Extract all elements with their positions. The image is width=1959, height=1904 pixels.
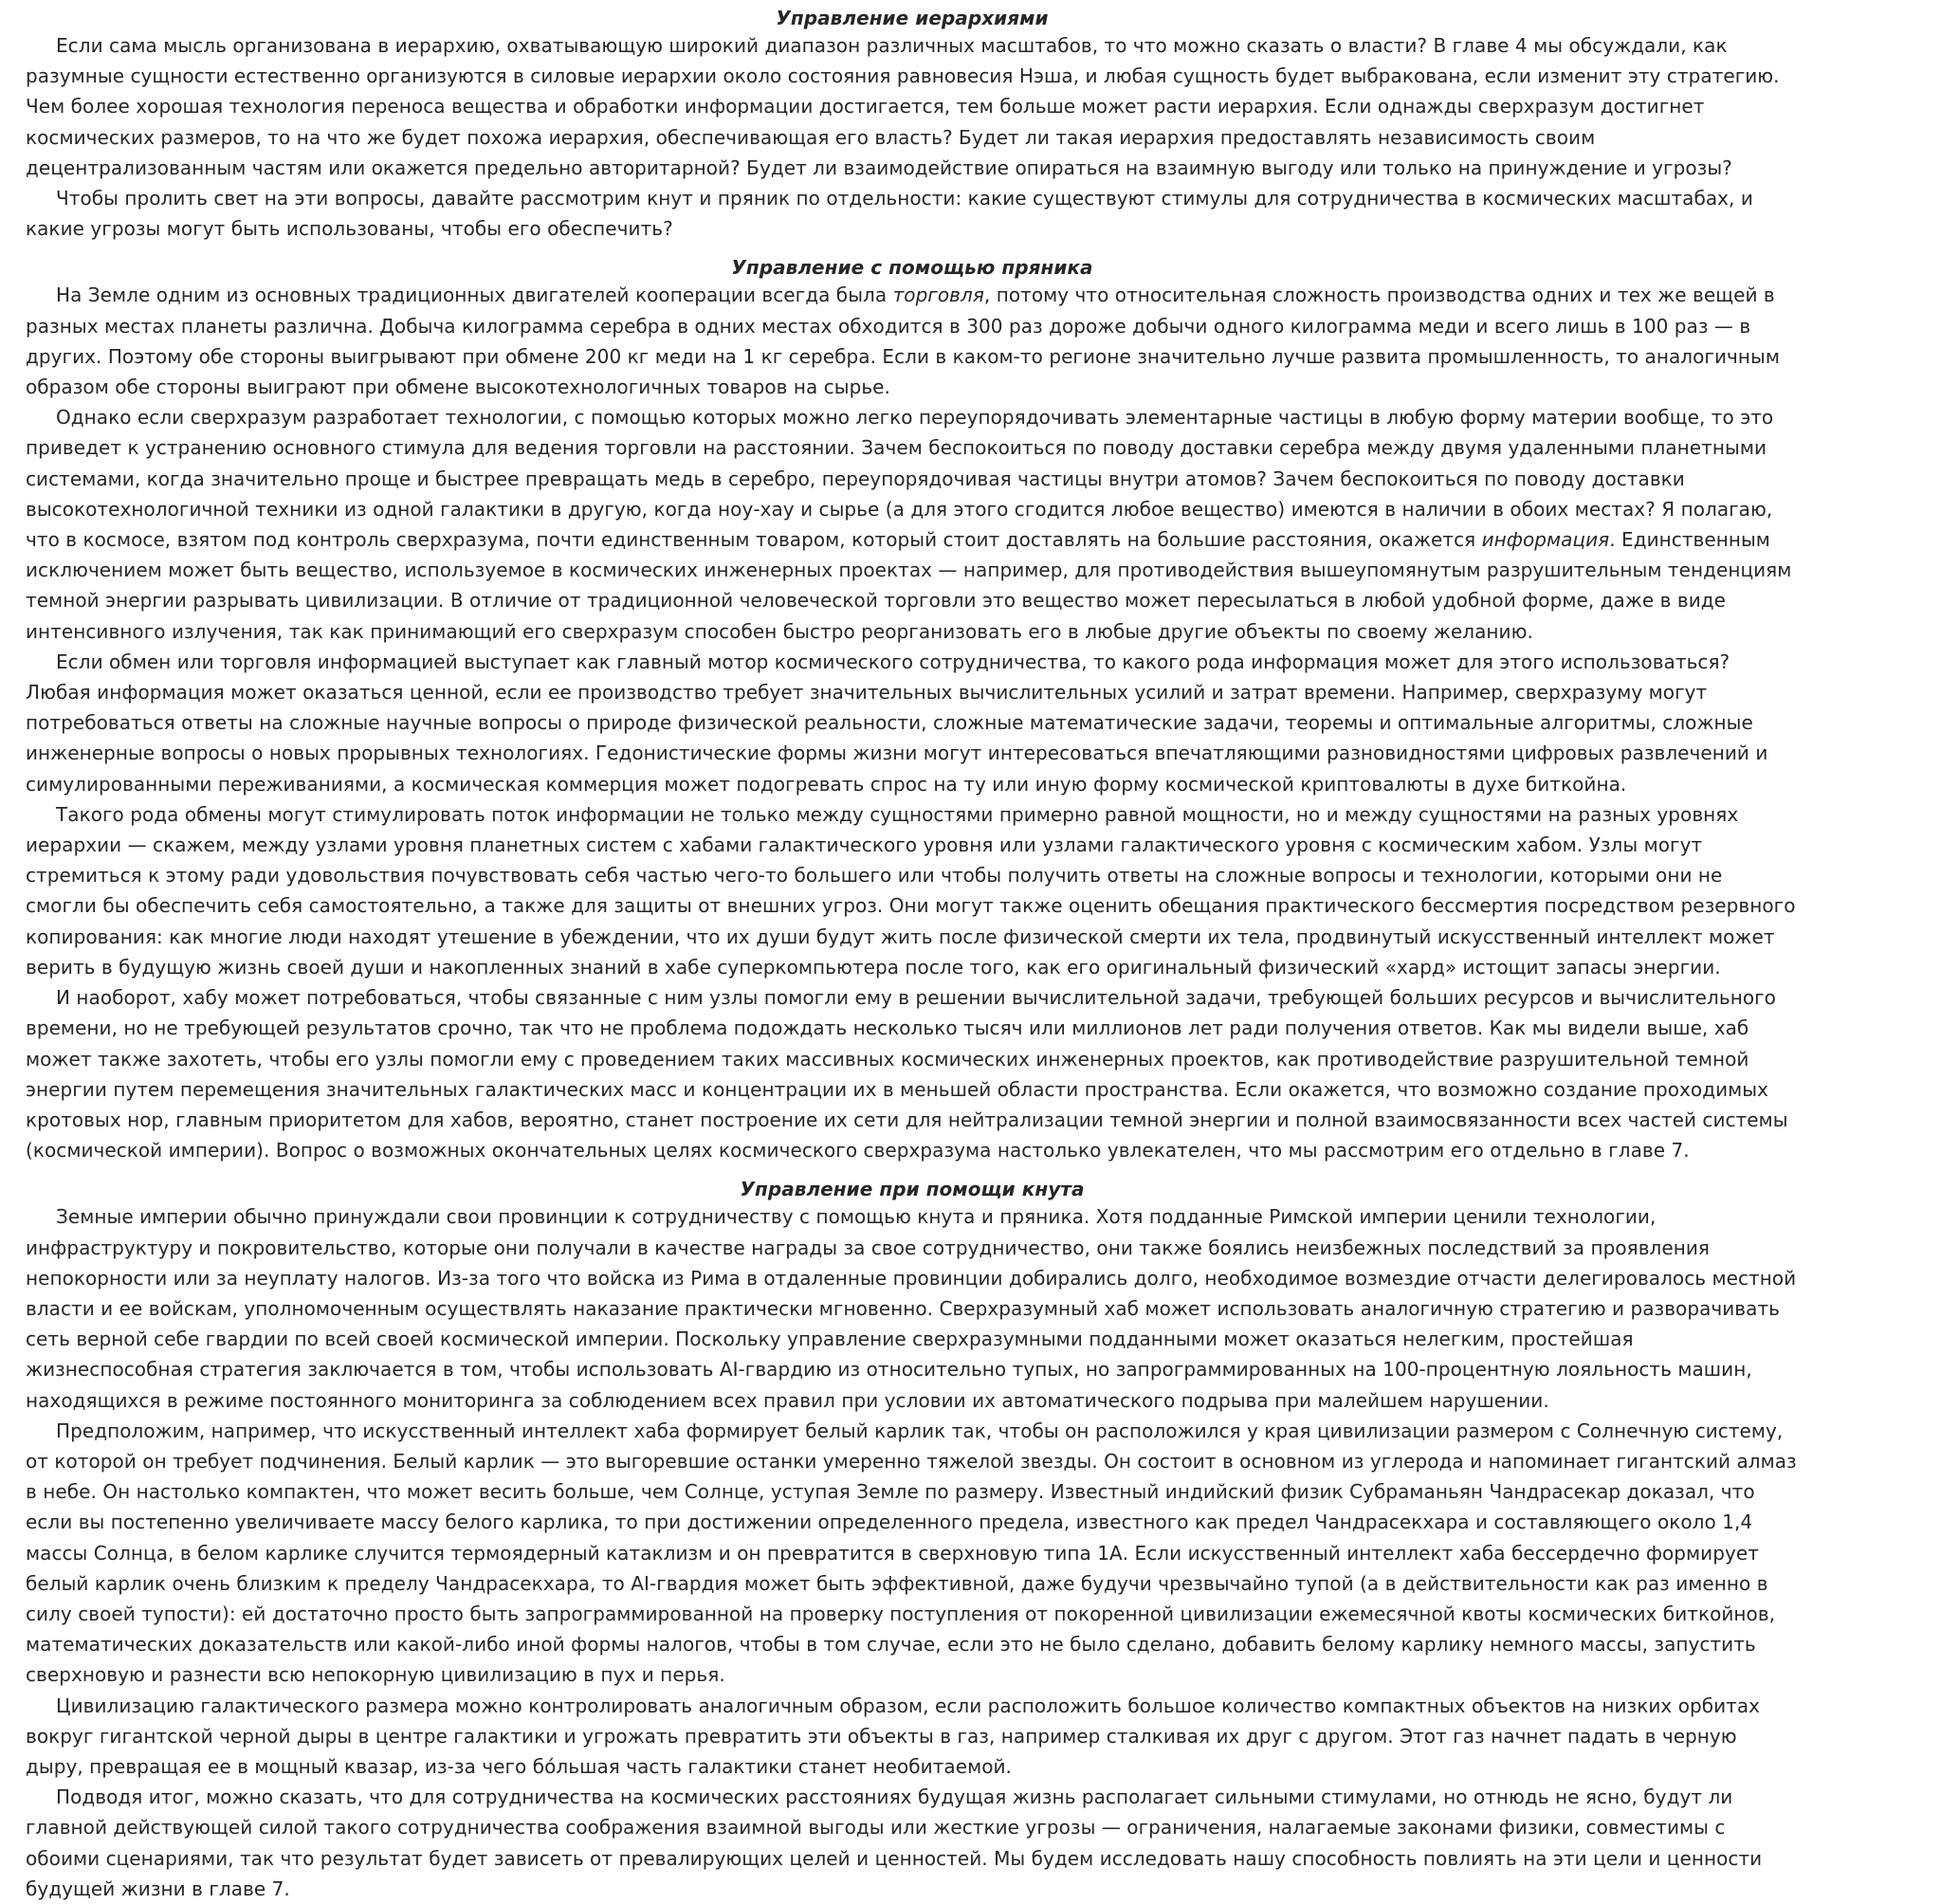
paragraph: Однако если сверхразум разработает технологии, с помощью которых можно легко переупорядочивать элементарные частицы в любую форму материи вообще, то это приведет к устранению основного стимула для ведения торговли на расстоянии. Зачем беспокоиться по поводу доставки серебра между двумя удаленными планетными системами, когда значительно проще и быстрее превращать медь в серебро, переупорядочивая частицы внутри атомов? Зачем беспокоиться по поводу доставки высокотехнологичной техники из одной галактики в другую, когда ноу-хау и сырье (а для этого сгодится любое вещество) имеются в наличии в обоих местах? Я полагаю, что в космосе, взятом под контроль сверхразума, почти единственным товаром, который стоит доставлять на большие расстояния, окажется информация. Единственным исключением может быть вещество, используемое в космических инженерных проектах — например, для противодействия вышеупомянутым разрушительным тенденциям темной энергии разрывать цивилизации. В отличие от традиционной человеческой торговли это вещество может пересылаться в любой удобной форме, даже в виде интенсивного излучения, так как принимающий его сверхразум способен быстро реорганизовать его в любые другие объекты по своему желанию. <box>26 406 1792 643</box>
paragraph: На Земле одним из основных традиционных двигателей кооперации всегда была торговля, потому что относительная сложность производства одних и тех же вещей в разных местах планеты различна. Добыча килограмма серебра в одних местах обходится в 300 раз дороже добычи одного килограмма меди и всего лишь в 100 раз — в других. Поэтому обе стороны выигрывают при обмене 200 кг меди на 1 кг серебра. Если в каком-то регионе значительно лучше развита промышленность, то аналогичным образом обе стороны выиграют при обмене высокотехнологичных товаров на сырье. <box>26 284 1780 399</box>
paragraph: Если обмен или торговля информацией выступает как главный мотор космического сотрудничества, то какого рода информация может для этого использоваться? Любая информация может оказаться ценной, если ее производство требует значительных вычислительных усилий и затрат времени. Например, сверхразуму могут потребоваться ответы на сложные научные вопросы о природе физической реальности, сложные математические задачи, теоремы и оптимальные алгоритмы, сложные инженерные вопросы о новых прорывных технологиях. Гедонистические формы жизни могут интересоваться впечатляющими разновидностями цифровых развлечений и симулированными переживаниями, а космическая коммерция может подогревать спрос на ту или иную форму космической криптовалюты в духе биткойна. <box>26 650 1768 796</box>
section-hierarchy-management <box>26 6 1799 244</box>
paragraph: Такого рода обмены могут стимулировать поток информации не только между сущностями примерно равной мощности, но и между сущностями на разных уровнях иерархии — скажем, между узлами уровня планетных систем с хабами галактического уровня или узлами галактического уровня с космическим хабом. Узлы могут стремиться к этому ради удовольствия почувствовать себя частью чего-то большего или чтобы получить ответы на сложные вопросы и технологии, которыми они не смогли бы обеспечить себя самостоятельно, а также для защиты от внешних угроз. Они могут также оценить обещания практического бессмертия посредством резервного копирования: как многие люди находят утешение в убеждении, что их души будут жить после физической смерти их тела, продвинутый искусственный интеллект может верить в будущую жизнь своей души и накопленных знаний в хабе суперкомпьютера после того, как его оригинальный физический «хард» истощит запасы энергии. <box>26 802 1796 979</box>
document-page <box>26 6 1799 1904</box>
section-title: Управление иерархиями <box>776 7 1049 29</box>
paragraph: Чтобы пролить свет на эти вопросы, давайте рассмотрим кнут и пряник по отдельности: какие существуют стимулы для сотрудничества в космических масштабах, и какие угрозы могут быть использованы, чтобы его обеспечить? <box>26 187 1753 241</box>
section-title: Управление с помощью пряника <box>731 256 1093 280</box>
paragraph: Подводя итог, можно сказать, что для сотрудничества на космических расстояниях будущая жизнь располагает сильными стимулами, но отнюдь не ясно, будут ли главной действующей силой такого сотрудничества соображения взаимной выгоды или жесткие угрозы — ограничения, налагаемые законами физики, совместимы с обоими сценариями, так что результат будет зависеть от превалирующих целей и ценностей. Мы будем исследовать нашу способность повлиять на эти цели и ценности будущей жизни в главе 7. <box>26 1785 1763 1900</box>
paragraph: Если сама мысль организована в иерархию, охватывающую широкий диапазон различных масштабов, то что можно сказать о власти? В главе 4 мы обсуждали, как разумные сущности естественно организуются в силовые иерархии около состояния равновесия Нэша, и любая сущность будет выбракована, если изменит эту стратегию. Чем более хорошая технология переноса вещества и обработки информации достигается, тем больше может расти иерархия. Если однажды сверхразум достигнет космических размеров, то на что же будет похожа иерархия, обеспечивающая его власть? Будет ли такая иерархия предоставлять независимость своим децентрализованным частям или окажется предельно авторитарной? Будет ли взаимодействие опираться на взаимную выгоду или только на принуждение и угрозы? <box>26 34 1780 179</box>
paragraph: Цивилизацию галактического размера можно контролировать аналогичным образом, если расположить большое количество компактных объектов на низких орбитах вокруг гигантской черной дыры в центре галактики и угрожать превратить эти объекты в газ, например сталкивая их друг с другом. Этот газ начнет падать в черную дыру, превращая ее в мощный квазар, из-за чего бо́льшая часть галактики станет необитаемой. <box>26 1693 1761 1778</box>
section-stick-management <box>26 1177 1799 1904</box>
section-carrot-management <box>26 255 1799 1165</box>
paragraph: Предположим, например, что искусственный интеллект хаба формирует белый карлик так, чтобы он расположился у края цивилизации размером с Солнечную систему, от которой он требует подчинения. Белый карлик — это выгоревшие останки умеренно тяжелой звезды. Он состоит в основном из углерода и напоминает гигантский алмаз в небе. Он настолько компактен, что может весить больше, чем Солнце, уступая Земле по размеру. Известный индийский физик Субраманьян Чандрасекар доказал, что если вы постепенно увеличиваете массу белого карлика, то при достижении определенного предела, известного как предел Чандрасекхара и составляющего около 1,4 массы Солнца, в белом карлике случится термоядерный катаклизм и он превратится в сверхновую типа 1А. Если искусственный интеллект хаба бессердечно формирует белый карлик очень близким к пределу Чандрасекхара, то AI-гвардия может быть эффективной, даже будучи чрезвычайно тупой (а в действительности как раз именно в силу своей тупости): ей достаточно просто быть запрограммированной на проверку поступления от покоренной цивилизации ежемесячной квоты космических биткойнов, математических доказательств или какой-либо иной формы налогов, чтобы в том случае, если это не было сделано, добавить белому карлику немного массы, запустить сверхновую и разнести всю непокорную цивилизацию в пух и перья. <box>26 1419 1797 1687</box>
paragraph: Земные империи обычно принуждали свои провинции к сотрудничеству с помощью кнута и пряника. Хотя подданные Римской империи ценили технологии, инфраструктуру и покровительство, которые они получали в качестве награды за свое сотрудничество, они также боялись неизбежных последствий за проявления непокорности или за неуплату налогов. Из-за того что войска из Рима в отдаленные провинции добирались долго, необходимое возмездие отчасти делегировалось местной власти и ее войскам, уполномоченным осуществлять наказание практически мгновенно. Сверхразумный хаб может использовать аналогичную стратегию и разворачивать сеть верной себе гвардии по всей своей космической империи. Поскольку управление сверхразумными подданными может оказаться нелегким, простейшая жизнеспособная стратегия заключается в том, чтобы использовать AI-гвардию из относительно тупых, но запрограммированных на 100-процентную лояльность машин, находящихся в режиме постоянного мониторинга за соблюдением всех правил при условии их автоматического подрыва при малейшем нарушении. <box>26 1205 1797 1412</box>
section-title: Управление при помощи кнута <box>740 1178 1085 1201</box>
paragraph: И наоборот, хабу может потребоваться, чтобы связанные с ним узлы помогли ему в решении вычислительной задачи, требующей больших ресурсов и вычислительного времени, но не требующей результатов срочно, так что не проблема подождать несколько тысяч или миллионов лет ради получения ответов. Как мы видели выше, хаб может также захотеть, чтобы его узлы помогли ему с проведением таких массивных космических инженерных проектов, как противодействие разрушительной темной энергии путем перемещения значительных галактических масс и концентрации их в меньшей области пространства. Если окажется, что возможно создание проходимых кротовых нор, главным приоритетом для хабов, вероятно, станет построение их сети для нейтрализации темной энергии и полной взаимосвязанности всех частей системы (космической империи). Вопрос о возможных окончательных целях космического сверхразума настолько увлекателен, что мы рассмотрим его отдельно в главе 7. <box>26 986 1788 1163</box>
